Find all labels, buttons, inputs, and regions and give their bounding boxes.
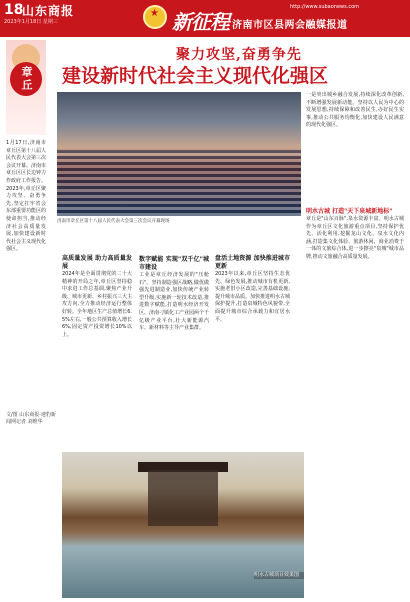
photo-caption: 济南市章丘区第十八届人民代表大会第三次会议开幕现场 [57, 219, 170, 224]
column-3-subhead: 数字赋能 实现"双千亿"城市建设 [139, 256, 209, 271]
column-3-text: 工业是章丘经济发展的"压舱石"。坚持制造强区战略,做优做强先进制造业,加快传统产业转型升级,实施新一轮技术改造,推进数字赋能,打造明水经济开发区、济南刁镇化工产业园两个千亿级产业平台,壮大新能源汽车、新材料等主导产业集群。 [139, 272, 210, 332]
city-gate [148, 470, 218, 526]
article-byline: 文/图 山东商报·速豹新闻网记者 刘维华 [6, 412, 56, 425]
article-column-6 [306, 208, 404, 262]
site-url[interactable]: http://www.subaonews.com [290, 4, 359, 10]
article-kicker: 聚力攻坚,奋勇争先 [176, 47, 302, 63]
article-intro: 1月17日,济南市章丘区第十八届人民代表大会第三次会议开幕。济南市章丘区区长边钟力作政府工作报告。2023年,章丘区聚力攻坚、奋勇争先,坚定扛牢省会东部重要功能区的使命担当,推动经济社会高质量发展,加快建设新时代社会主义现代化强区。 [6, 140, 47, 253]
column-6-subhead: 明水古城 打造"天下泉城新地标" [306, 208, 393, 215]
article-column-5: 一是突出城乡融合发展,持续深化改革创新,不断增强发展新动能。坚持以人民为中心的发展思想,持续保障和改善民生,办好民生实事,推动公共服务均衡化,加快建设人民满意的现代化强区。 [306, 92, 404, 129]
bottom-photo-caption: 明水古城项目效果图 [254, 572, 304, 579]
article-column-3 [139, 256, 209, 333]
district-label: 章丘 [10, 62, 42, 96]
column-4-text: 2023年以来,章丘区坚持生态优先、绿色发展,推动城市有机更新,实施老旧小区改造,完善基础设施,提升城市品质。加快推进明水古城保护提升,打造泉城特色风貌带,全面提升城市综合承载力和宜居水平。 [215, 271, 291, 323]
audience-rows [57, 150, 301, 216]
section-subtitle: 济南市区县两会融媒报道 [232, 20, 348, 31]
page-number: 18 [4, 2, 24, 18]
column-4-subhead: 盘活土地资源 加快推进城市更新 [215, 255, 290, 270]
date-line: 2023年1月18日 星期三 [4, 19, 58, 25]
column-2-text: 2024年是全面贯彻党的二十大精神的开局之年,章丘区坚持稳中求进工作总基调,聚焦产业升级、城市更新、乡村振兴三大主攻方向,全力推动经济运行整体好转。全年地区生产总值增长6.5%左右,一般公共预算收入增长6%,固定资产投资增长10%以上。 [62, 271, 133, 338]
article-column-2 [62, 255, 132, 339]
brand-title: 新征程 [172, 10, 229, 34]
star-icon: ★ [150, 8, 159, 19]
paper-name: 山东商报 [22, 4, 75, 18]
article-column-4 [215, 255, 290, 324]
article-headline: 建设新时代社会主义现代化强区 [62, 65, 329, 87]
column-6-text: 章丘是"山东百脉",泉水资源丰富。明水古城作为章丘区文化旅游重点项目,坚持保护优先、活化利用,挖掘龙山文化、泉水文化内涵,打造集文化体验、旅游休闲、商业消费于一体的文旅综合体,进一步擦亮"泉城"城市品牌,推动文旅融合高质量发展。 [306, 216, 404, 260]
column-2-subhead: 高质量发展 助力高质量发展 [62, 255, 132, 270]
